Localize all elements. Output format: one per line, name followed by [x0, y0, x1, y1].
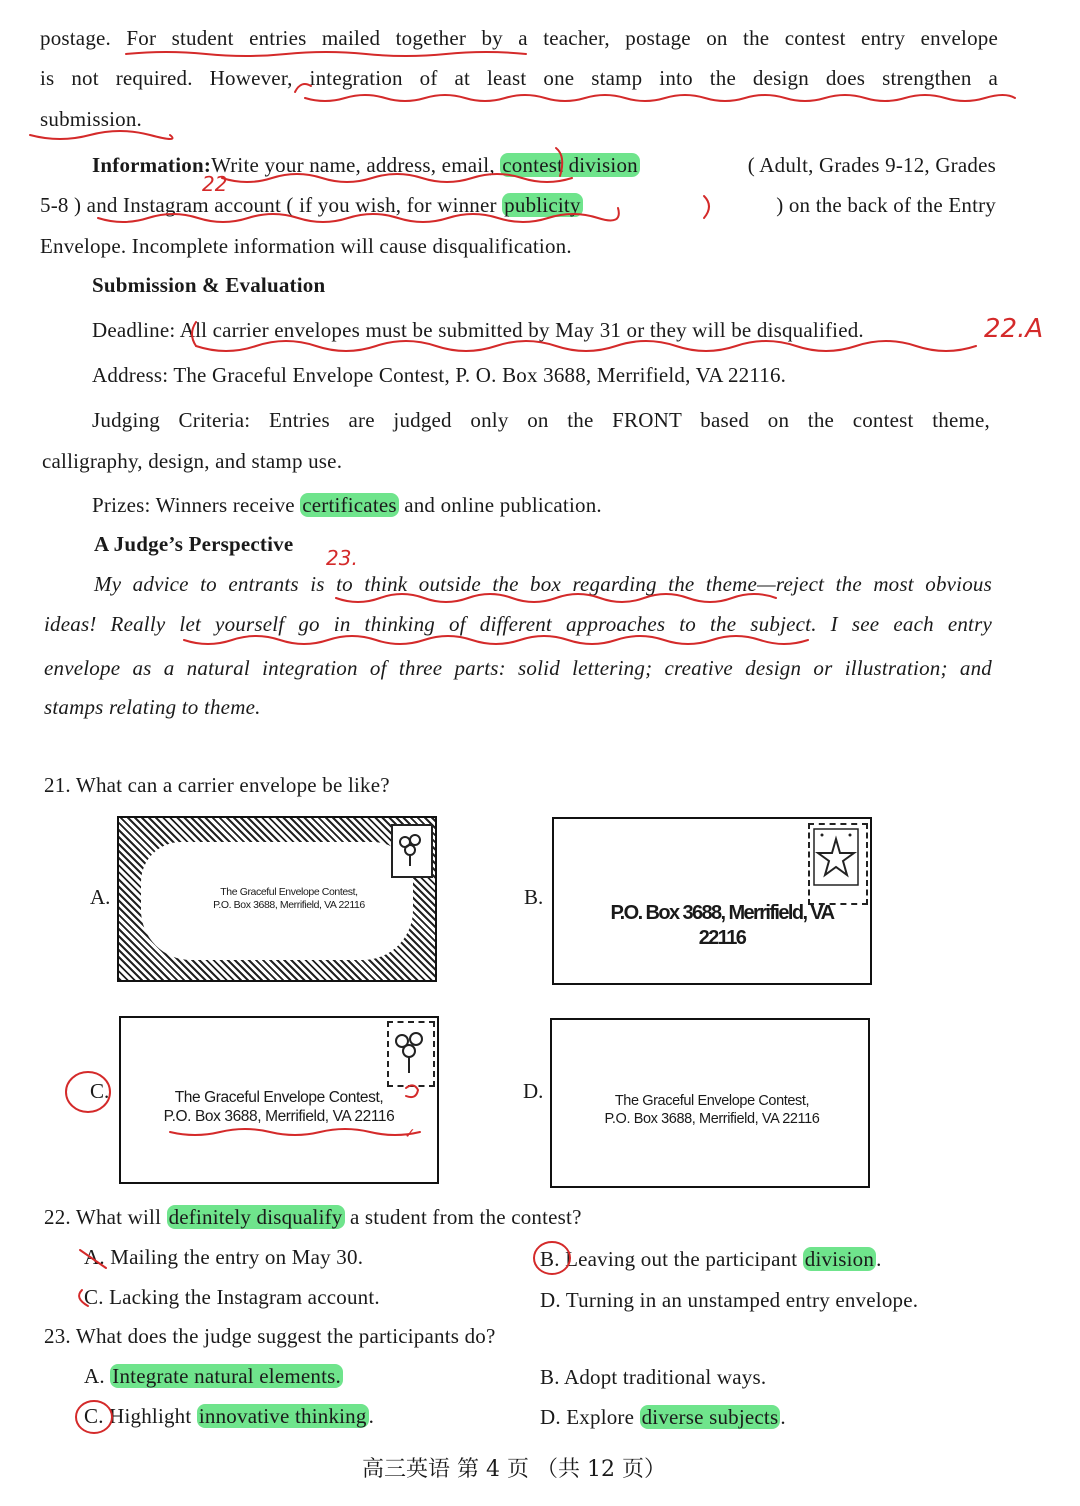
question-21-stem: 21. What can a carrier envelope be like?: [44, 773, 390, 797]
option-c-label: C.: [90, 1079, 110, 1103]
annotation-22: 22: [202, 172, 228, 196]
passage-line: is not required. However, integration of at least one stamp into the design does strengthen a: [40, 66, 998, 90]
star-stamp-icon: [808, 823, 868, 905]
criteria-line-1: Judging Criteria: Entries are judged only on the FRONT based on the contest theme,: [92, 408, 990, 432]
highlight: certificates: [302, 493, 397, 517]
highlight: diverse subjects: [641, 1405, 779, 1429]
option-d-label: D.: [523, 1079, 544, 1103]
envelope-a[interactable]: [117, 816, 437, 982]
passage-line: Envelope. Incomplete information will cause disqualification.: [40, 234, 572, 258]
option-a-label: A.: [90, 885, 111, 909]
envelope-b-address: P.O. Box 3688, Merrifield, VA 22116: [610, 902, 834, 949]
prizes-line: Prizes: Winners receive certificates and online publication.: [92, 493, 602, 517]
envelope-b[interactable]: [552, 817, 872, 985]
judge-line: ideas! Really let yourself go in thinking of different approaches to the subject. I see each entry: [44, 612, 992, 636]
highlight: publicity: [504, 193, 581, 217]
annotation-tick: ✓: [404, 1126, 416, 1142]
option-23-c[interactable]: C. Highlight innovative thinking.: [84, 1404, 375, 1428]
highlight: innovative thinking: [198, 1404, 367, 1428]
stamp-icon: [391, 824, 433, 878]
address-line: Address: The Graceful Envelope Contest, P. O. Box 3688, Merrifield, VA 22116.: [92, 363, 787, 387]
annotation-22a: 22.A: [984, 314, 1044, 344]
info-line-2: 5-8 ) and Instagram account ( if you wish, for winner publicity ) on the back of the Entry: [40, 193, 996, 217]
envelope-c-address: The Graceful Envelope Contest, P.O. Box 3688, Merrifield, VA 22116: [163, 1089, 395, 1126]
option-22-c[interactable]: C. Lacking the Instagram account.: [84, 1285, 380, 1309]
deadline-line: Deadline: All carrier envelopes must be submitted by May 31 or they will be disqualified.: [92, 318, 864, 342]
highlight: contest division: [502, 153, 638, 177]
flower-stamp-icon: [387, 1021, 435, 1087]
envelope-c[interactable]: [119, 1016, 439, 1184]
info-line-1: Information:Write your name, address, email, contest division ( Adult, Grades 9-12, Grades: [92, 153, 996, 177]
section-heading: A Judge’s Perspective: [94, 532, 294, 556]
envelope-d[interactable]: [550, 1018, 870, 1188]
passage-line: submission.: [40, 107, 142, 131]
envelope-d-address: The Graceful Envelope Contest, P.O. Box 3688, Merrifield, VA 22116: [604, 1093, 820, 1128]
option-23-a[interactable]: A. Integrate natural elements.: [84, 1364, 341, 1388]
highlight: division: [804, 1247, 875, 1271]
judge-line: My advice to entrants is to think outside the box regarding the theme—reject the most obvious: [94, 572, 992, 596]
annotation-23: 23.: [326, 546, 358, 570]
option-22-a[interactable]: A. Mailing the entry on May 30.: [84, 1245, 364, 1269]
section-heading: Submission & Evaluation: [92, 273, 326, 297]
highlight: Integrate natural elements.: [112, 1364, 341, 1388]
judge-line: stamps relating to theme.: [44, 695, 261, 719]
option-22-b[interactable]: B. Leaving out the participant division.: [540, 1247, 882, 1271]
passage-line: postage. For student entries mailed together by a teacher, postage on the contest entry envelope: [40, 26, 998, 50]
question-22-stem: 22. What will definitely disqualify a student from the contest?: [44, 1205, 582, 1229]
option-23-b[interactable]: B. Adopt traditional ways.: [540, 1365, 767, 1389]
info-label: Information:: [92, 153, 212, 177]
page-footer: 高三英语 第 4 页 （共 12 页）: [362, 1457, 666, 1482]
question-23-stem: 23. What does the judge suggest the participants do?: [44, 1324, 496, 1348]
option-23-d[interactable]: D. Explore diverse subjects.: [540, 1405, 786, 1429]
judge-line: envelope as a natural integration of three parts: solid lettering; creative design or illustration; and: [44, 656, 992, 680]
highlight: definitely disqualify: [168, 1205, 343, 1229]
option-22-d[interactable]: D. Turning in an unstamped entry envelope.: [540, 1288, 919, 1312]
envelope-a-address: The Graceful Envelope Contest, P.O. Box 3688, Merrifield, VA 22116: [213, 886, 365, 912]
option-b-label: B.: [524, 885, 544, 909]
criteria-line-2: calligraphy, design, and stamp use.: [42, 449, 343, 473]
